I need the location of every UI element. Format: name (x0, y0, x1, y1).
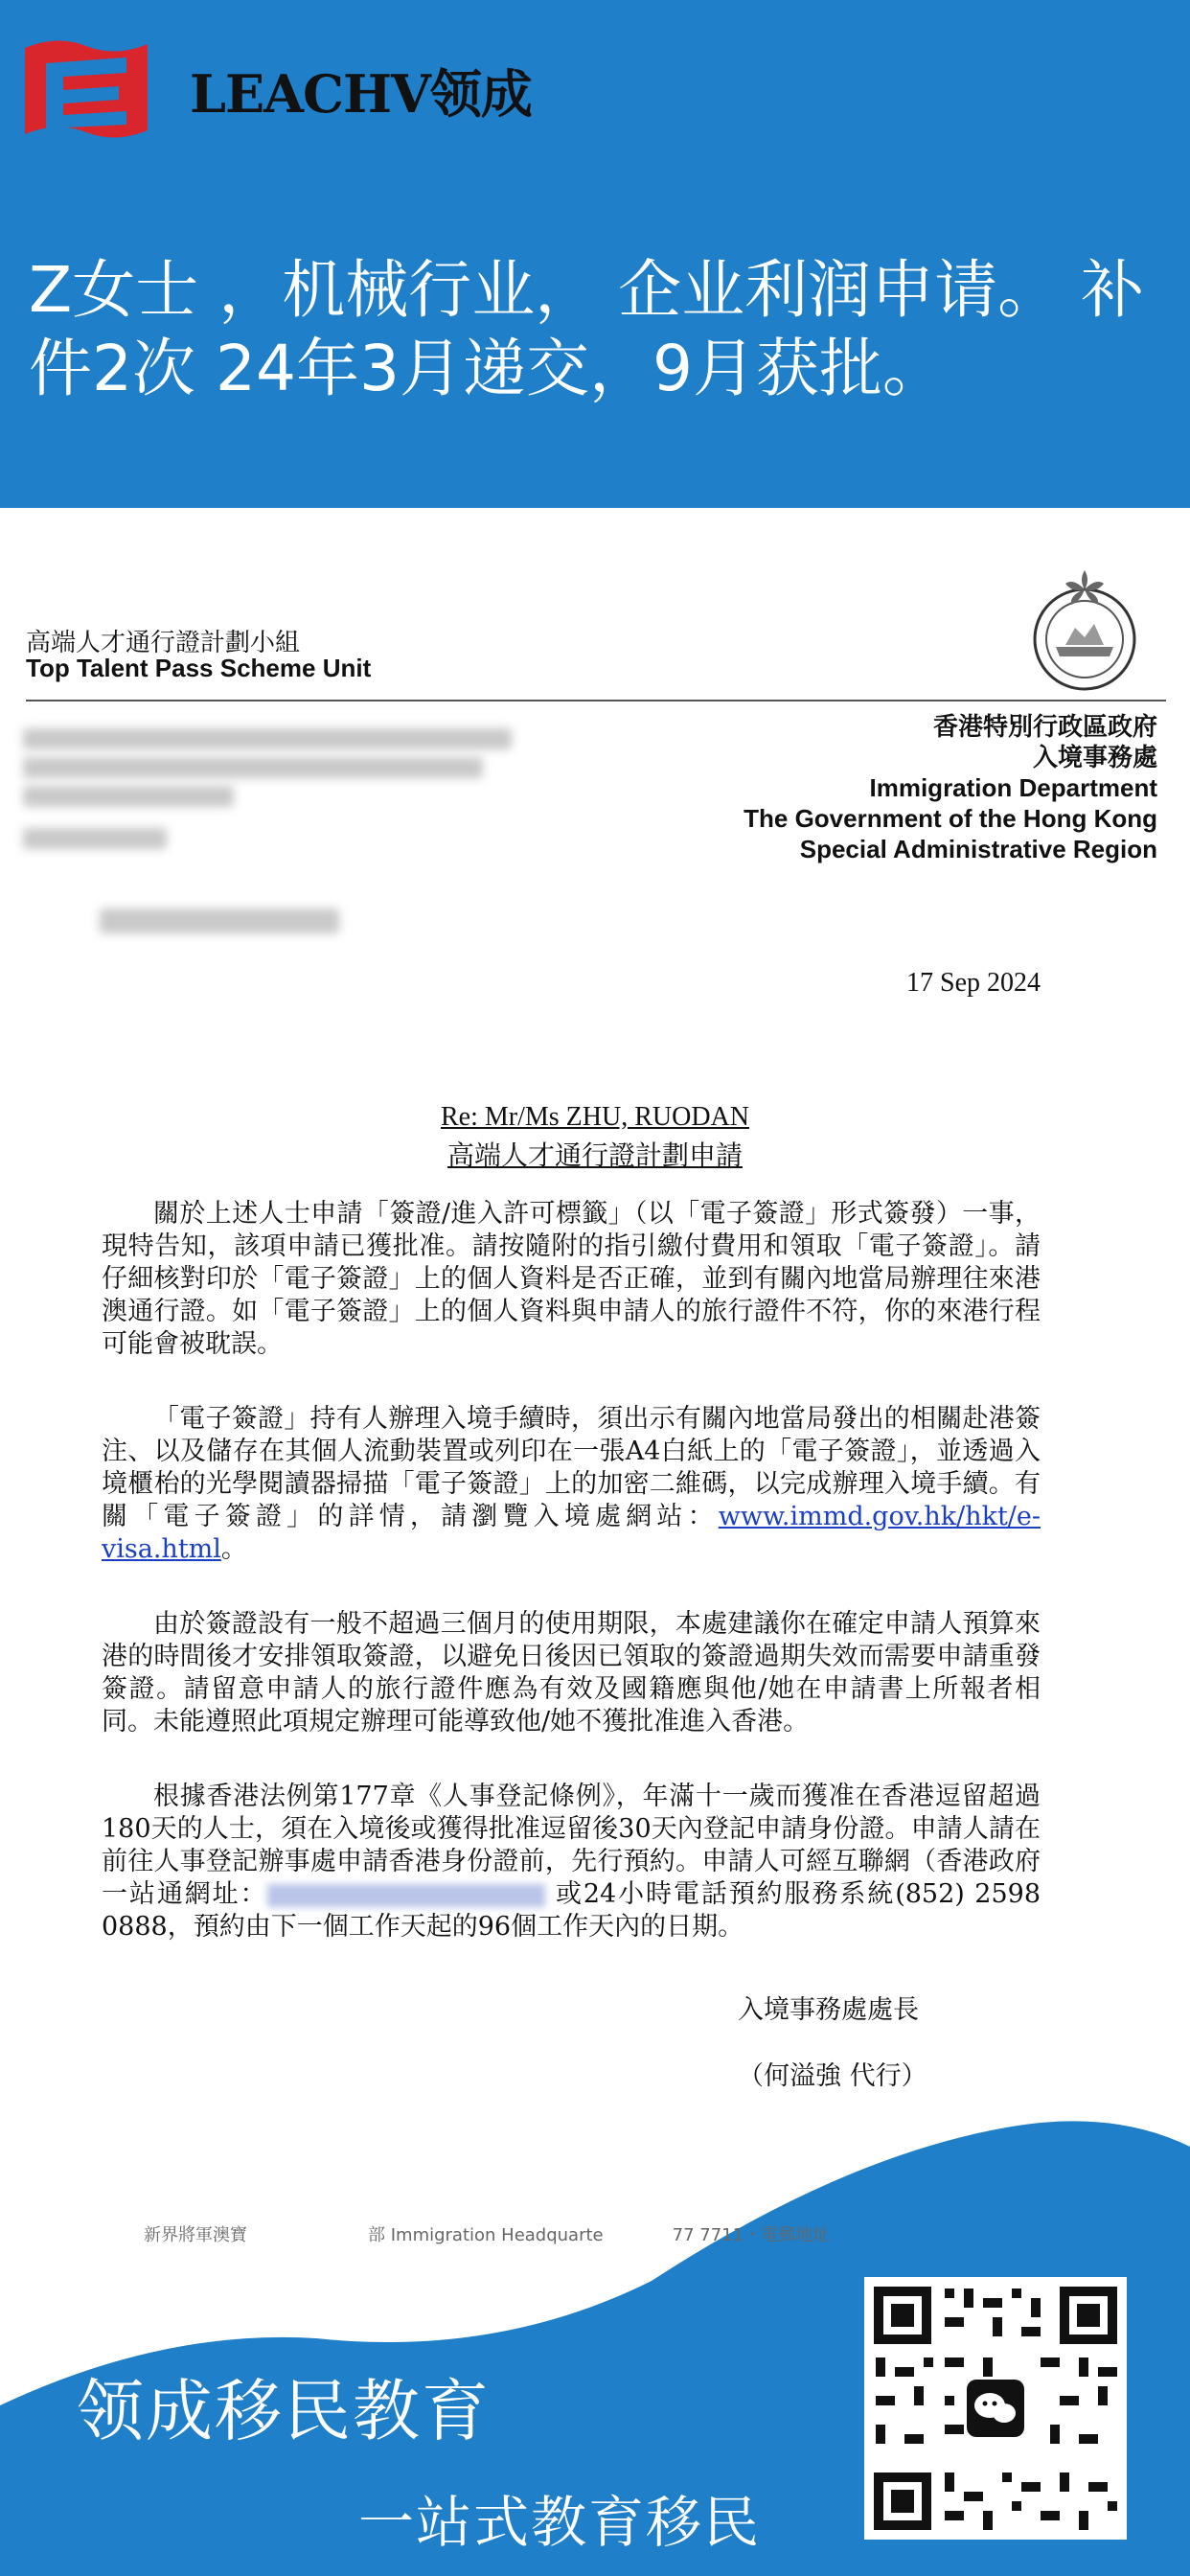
redacted-address (23, 757, 483, 778)
promo-header (0, 0, 1190, 508)
letter-date: 17 Sep 2024 (906, 968, 1041, 998)
paragraph: 關於上述人士申請「簽證/進入許可標籤」（以「電子簽證」形式簽發）一事，現特告知，該項申請已獲批准。請按隨附的指引繳付費用和領取「電子簽證」。請仔細核對印於「電子簽證」上的個人資料是否正確，並到有關內地當局辦理往來港澳通行證。如「電子簽證」上的個人資料與申請人的旅行證件不符，你的來港行程可能會被耽誤。 (102, 1199, 1041, 1359)
hksar-emblem-icon (1027, 561, 1142, 695)
unit-name-en: Top Talent Pass Scheme Unit (26, 654, 372, 682)
letter-body (102, 1198, 1041, 1986)
signatory-name: （何溢強 代行） (738, 2061, 927, 2091)
government-block (744, 711, 1157, 864)
gov-line: 入境事務處 (1032, 743, 1157, 771)
redacted-url (267, 1884, 545, 1907)
footer-address: 新界將軍澳寶 部 Immigration Headquarte 77 7711・電郵地址 (144, 2225, 831, 2245)
footer-subtitle: 一站式教育移民 (358, 2490, 762, 2555)
redacted-address (23, 828, 167, 849)
gov-line: Special Administrative Region (799, 835, 1157, 863)
subject-line: 高端人才通行證計劃申請 (446, 1141, 743, 1171)
redacted-reference (100, 908, 339, 933)
paragraph-text: 「電子簽證」持有人辦理入境手續時，須出示有關內地當局發出的相關赴港簽注、以及儲存在其個人流動裝置或列印在一張A4白紙上的「電子簽證」，並透過入境櫃枱的光學閱讀器掃描「電子簽證」上的加密二維碼，以完成辦理入境手續。有關「電子簽證」的詳情，請瀏覽入境處網站： (102, 1404, 1041, 1531)
redacted-address (23, 786, 234, 807)
paragraph-text: 根據香港法例第177章《人事登記條例》，年滿十一歲而獲准在香港逗留超過180天的人士，須在入境後或獲得批准逗留後30天內登記申請身份證。申請人請在前往人事登記辦事處申請香港身份證前，先行預約。申請人可經互聯網（香港政府一站通網址： (102, 1782, 1041, 1909)
paragraph-text: 。 (220, 1534, 247, 1564)
signatory-title: 入境事務處處長 (738, 1995, 919, 2025)
headline: Z女士 ，机械行业， 企业利润申请。 补件2次 24年3月递交，9月获批。 (29, 253, 1145, 405)
header-divider (26, 700, 1166, 702)
gov-line: 香港特別行政區政府 (932, 712, 1157, 741)
gov-line: The Government of the Hong Kong (744, 804, 1157, 833)
unit-name-zh: 高端人才通行證計劃小組 (26, 629, 301, 657)
brand-name: LEACHV领成 (190, 63, 532, 125)
subject-line: Re: Mr/Ms ZHU, RUODAN (441, 1102, 749, 1132)
leachv-logo-icon (19, 31, 153, 148)
paragraph (102, 1403, 1041, 1566)
footer-title: 领成移民教育 (77, 2372, 491, 2450)
paragraph: 由於簽證設有一般不超過三個月的使用期限，本處建議你在確定申請人預算來港的時間後才安排領取簽證，以避免日後因已領取的簽證過期失效而需要申請重發簽證。請留意申請人的旅行證件應為有效及國籍應與他/她在申請書上所報者相同。未能遵照此項規定辦理可能導致他/她不獲批准進入香港。 (102, 1609, 1041, 1736)
gov-line: Immigration Department (869, 773, 1157, 802)
wechat-qr-code[interactable] (864, 2277, 1127, 2540)
paragraph (102, 1781, 1041, 1944)
redacted-address (23, 728, 512, 749)
evisa-link[interactable]: www.immd.gov.hk/hkt/e-visa.html (102, 1502, 1041, 1564)
paragraph-text: 或24小時電話預約服務系統(852) 2598 0888，預約由下一個工作天起的96個工作天內的日期。 (102, 1879, 1041, 1942)
